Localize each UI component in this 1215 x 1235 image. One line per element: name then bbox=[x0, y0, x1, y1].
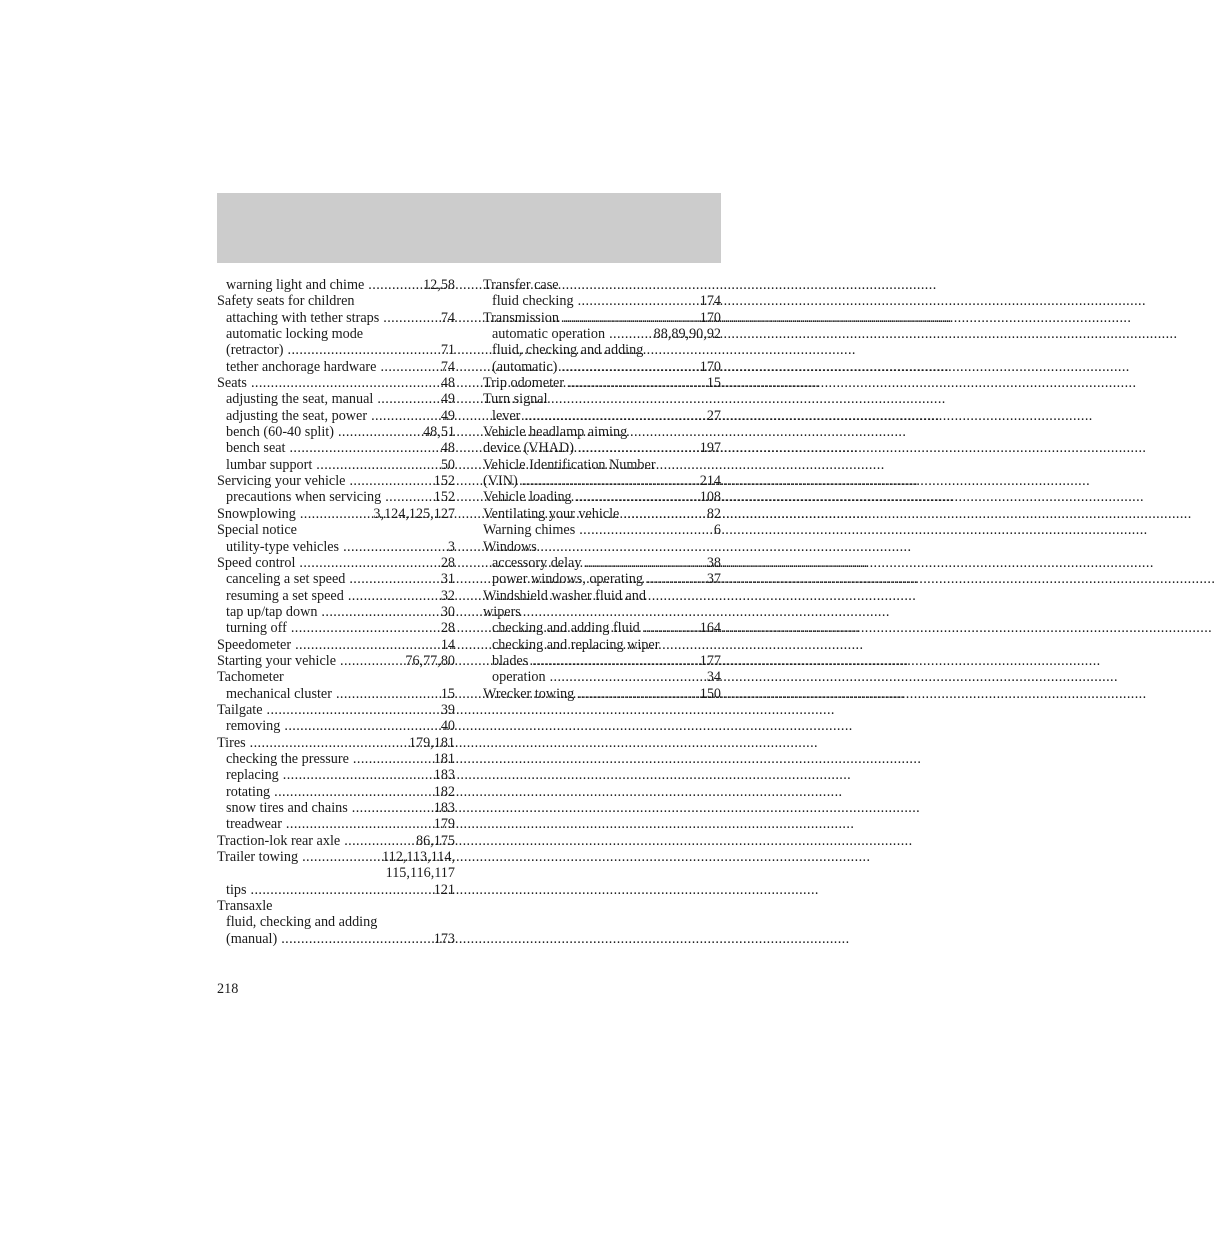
index-entry-term: replacing bbox=[226, 767, 279, 784]
index-entry-term: checking and adding fluid bbox=[492, 620, 640, 637]
dot-leader bbox=[286, 816, 434, 832]
dot-leader bbox=[291, 620, 441, 636]
index-entry-term: tips bbox=[226, 881, 247, 898]
index-entry-term: operation bbox=[492, 669, 546, 686]
index-entry-page: 3,124,125,127 bbox=[373, 505, 455, 522]
index-entry bbox=[217, 522, 455, 538]
index-entry bbox=[217, 391, 455, 407]
dot-leader bbox=[609, 326, 654, 342]
index-entry-term: lumbar support bbox=[226, 456, 313, 473]
index-entry bbox=[483, 539, 721, 555]
index-entry-term: resuming a set speed bbox=[226, 587, 344, 604]
index-entry bbox=[217, 440, 455, 456]
dot-leader bbox=[344, 833, 416, 849]
dot-leader bbox=[578, 686, 700, 702]
dot-leader bbox=[284, 718, 440, 734]
dot-leader bbox=[316, 457, 441, 473]
dot-leader bbox=[522, 473, 700, 489]
index-entry-term: turning off bbox=[226, 620, 287, 637]
index-entry bbox=[217, 588, 455, 604]
index-entry bbox=[217, 473, 455, 489]
index-entry bbox=[483, 637, 721, 653]
index-entry bbox=[483, 440, 721, 456]
index-entry-term: canceling a set speed bbox=[226, 571, 346, 588]
index-entry-term: Traction-lok rear axle bbox=[217, 832, 341, 849]
index-entry-term: fluid checking bbox=[492, 293, 574, 310]
index-entry bbox=[217, 735, 455, 751]
index-entry-page: 14 bbox=[440, 636, 455, 653]
dot-leader bbox=[348, 588, 441, 604]
index-entry bbox=[217, 816, 455, 832]
index-entry-term: Speed control bbox=[217, 554, 296, 571]
index-entry-page: 49 bbox=[440, 407, 455, 424]
index-entry-term: warning light and chime bbox=[226, 277, 365, 293]
index-entry-page: 82 bbox=[706, 505, 721, 522]
index-entry-term: (manual) bbox=[226, 930, 278, 947]
index-entry-page: 152 bbox=[433, 489, 455, 506]
index-entry-term: attaching with tether straps bbox=[226, 309, 380, 326]
index-entry bbox=[483, 653, 721, 669]
index-entry bbox=[217, 718, 455, 734]
index-entry-page: 164 bbox=[699, 620, 721, 637]
index-entry-term: lever bbox=[492, 407, 521, 424]
index-entry-page: 173 bbox=[433, 930, 455, 947]
index-entry-page: 88,89,90,92 bbox=[653, 326, 721, 343]
index-entry-page: 37 bbox=[706, 571, 721, 588]
index-entry-page: 31 bbox=[440, 571, 455, 588]
index-entry bbox=[217, 408, 455, 424]
index-entry-page: 30 bbox=[440, 603, 455, 620]
index-entry-term: wipers bbox=[483, 603, 521, 620]
index-entry bbox=[217, 489, 455, 505]
dot-leader bbox=[578, 293, 700, 309]
index-entry bbox=[217, 784, 455, 800]
index-entry bbox=[217, 342, 455, 358]
dot-leader bbox=[524, 408, 706, 424]
index-entry bbox=[483, 604, 721, 620]
dot-leader bbox=[251, 375, 441, 391]
dot-leader bbox=[299, 555, 440, 571]
index-entry-term: Vehicle loading bbox=[483, 489, 572, 506]
index-entry-page: 27 bbox=[706, 407, 721, 424]
page-number: 218 bbox=[217, 981, 239, 997]
index-entry bbox=[217, 653, 455, 669]
index-entry-term: Seats bbox=[217, 375, 247, 392]
index-entry-page: 76,77,80 bbox=[405, 652, 455, 669]
dot-leader bbox=[561, 359, 699, 375]
index-entry-term: Transfer case bbox=[483, 277, 559, 293]
dot-leader bbox=[563, 310, 700, 326]
dot-leader bbox=[274, 784, 434, 800]
index-entry-page: 48 bbox=[440, 440, 455, 457]
dot-leader bbox=[578, 440, 700, 456]
index-entry-term: Starting your vehicle bbox=[217, 652, 336, 669]
index-entry bbox=[217, 506, 455, 522]
index-column-left bbox=[217, 277, 455, 947]
index-entry bbox=[217, 620, 455, 636]
index-entry-page: 179,181 bbox=[408, 734, 455, 751]
index-entry bbox=[483, 293, 721, 309]
index-entry-term: bench (60-40 split) bbox=[226, 424, 334, 441]
dot-leader bbox=[283, 767, 434, 783]
dot-leader bbox=[349, 473, 433, 489]
index-entry bbox=[217, 686, 455, 702]
dot-leader bbox=[576, 489, 700, 505]
dot-leader bbox=[302, 849, 382, 865]
index-entry bbox=[217, 865, 455, 881]
index-entry bbox=[217, 604, 455, 620]
index-entry-term: (VIN) bbox=[483, 473, 518, 490]
dot-leader bbox=[340, 653, 405, 669]
index-entry-page: 28 bbox=[440, 620, 455, 637]
index-entry-page: 74 bbox=[440, 358, 455, 375]
index-entry bbox=[483, 620, 721, 636]
index-entry bbox=[217, 849, 455, 865]
index-entry bbox=[483, 326, 721, 342]
index-entry-page: 112,113,114, bbox=[382, 849, 455, 866]
dot-leader bbox=[532, 653, 699, 669]
index-entry bbox=[217, 571, 455, 587]
index-entry-page: 177 bbox=[699, 652, 721, 669]
dot-leader bbox=[585, 555, 706, 571]
index-entry-page: 40 bbox=[440, 718, 455, 735]
index-entry-term: Vehicle Identification Number bbox=[483, 456, 656, 473]
index-entry-term: automatic operation bbox=[492, 326, 606, 343]
index-entry bbox=[217, 555, 455, 571]
index-entry-term: Servicing your vehicle bbox=[217, 473, 346, 490]
index-entry-page: 32 bbox=[440, 587, 455, 604]
index-entry bbox=[217, 310, 455, 326]
index-entry-page: 86,175 bbox=[415, 832, 455, 849]
index-entry bbox=[217, 669, 455, 685]
dot-leader bbox=[352, 800, 434, 816]
index-entry-term: (automatic) bbox=[492, 358, 558, 375]
index-entry-page: 183 bbox=[433, 767, 455, 784]
dot-leader bbox=[343, 539, 448, 555]
index-entry-term: mechanical cluster bbox=[226, 685, 332, 702]
dot-leader bbox=[353, 751, 434, 767]
index-entry bbox=[483, 669, 721, 685]
dot-leader bbox=[349, 571, 440, 587]
index-entry-term: Trip odometer bbox=[483, 375, 565, 392]
index-entry-term: Ventilating your vehicle bbox=[483, 505, 620, 522]
index-entry-term: Windshield washer fluid and bbox=[483, 587, 646, 604]
index-entry bbox=[217, 914, 455, 930]
index-entry-term: fluid, checking and adding bbox=[492, 342, 644, 359]
index-entry-page: 181 bbox=[433, 750, 455, 767]
index-entry bbox=[217, 833, 455, 849]
index-entry-page: 174 bbox=[699, 293, 721, 310]
index-entry-page: 38 bbox=[706, 554, 721, 571]
index-entry bbox=[217, 898, 455, 914]
index-entry-term: Vehicle headlamp aiming bbox=[483, 424, 628, 441]
index-entry bbox=[217, 539, 455, 555]
index-entry-term: treadwear bbox=[226, 816, 282, 833]
index-entry-term: automatic locking mode bbox=[226, 326, 364, 343]
index-entry bbox=[483, 506, 721, 522]
index-entry bbox=[483, 375, 721, 391]
index-entry-term: checking the pressure bbox=[226, 750, 349, 767]
index-entry-page: 197 bbox=[699, 440, 721, 457]
index-entry bbox=[217, 375, 455, 391]
index-entry bbox=[217, 359, 455, 375]
index-entry-term: removing bbox=[226, 718, 281, 735]
index-entry bbox=[483, 473, 721, 489]
index-entry-page: 3 bbox=[447, 538, 455, 555]
dot-leader bbox=[380, 359, 440, 375]
index-entry-term: Tires bbox=[217, 734, 246, 751]
index-entry-term: adjusting the seat, power bbox=[226, 407, 368, 424]
index-entry-page: 214 bbox=[699, 473, 721, 490]
index-entry bbox=[483, 359, 721, 375]
index-entry-page: 6 bbox=[713, 522, 721, 539]
index-entry-term: Transaxle bbox=[217, 898, 273, 915]
index-entry-term: accessory delay bbox=[492, 554, 582, 571]
index-entry-page: 49 bbox=[440, 391, 455, 408]
index-entry bbox=[483, 571, 721, 587]
index-entry bbox=[217, 637, 455, 653]
dot-leader bbox=[251, 882, 434, 898]
index-entry bbox=[217, 457, 455, 473]
index-entry-term: device (VHAD) bbox=[483, 440, 574, 457]
index-entry-page: 28 bbox=[440, 554, 455, 571]
index-entry bbox=[217, 702, 455, 718]
index-entry-page: 150 bbox=[699, 685, 721, 702]
index-entry-term: Turn signal bbox=[483, 391, 548, 408]
index-entry bbox=[217, 293, 455, 309]
index-entry bbox=[217, 326, 455, 342]
index-entry bbox=[483, 391, 721, 407]
dot-leader bbox=[385, 489, 433, 505]
dot-leader bbox=[368, 277, 423, 293]
index-entry bbox=[483, 277, 721, 293]
dot-leader bbox=[377, 391, 440, 407]
index-entry-page: 170 bbox=[699, 309, 721, 326]
index-entry-term: tap up/tap down bbox=[226, 603, 318, 620]
dot-leader bbox=[281, 931, 434, 947]
index-entry-term: Wrecker towing bbox=[483, 685, 575, 702]
index-entry-page: 121 bbox=[433, 881, 455, 898]
index-entry-term: Speedometer bbox=[217, 636, 292, 653]
index-entry-page: 179 bbox=[433, 816, 455, 833]
dot-leader bbox=[300, 506, 374, 522]
index-entry bbox=[217, 931, 455, 947]
index-entry-term: adjusting the seat, manual bbox=[226, 391, 374, 408]
index-entry-page: 34 bbox=[706, 669, 721, 686]
index-entry bbox=[217, 424, 455, 440]
index-entry-term: (retractor) bbox=[226, 342, 284, 359]
index-entry-term: bench seat bbox=[226, 440, 286, 457]
index-column-right bbox=[483, 277, 721, 702]
index-entry-term: blades bbox=[492, 652, 529, 669]
dot-leader bbox=[579, 522, 714, 538]
dot-leader bbox=[250, 735, 409, 751]
dot-leader bbox=[336, 686, 441, 702]
index-entry-term: Trailer towing bbox=[217, 849, 299, 866]
index-entry-term: Windows bbox=[483, 538, 537, 555]
index-entry-term: precautions when servicing bbox=[226, 489, 382, 506]
index-entry bbox=[483, 489, 721, 505]
index-entry-page: 48 bbox=[440, 375, 455, 392]
dot-leader bbox=[644, 620, 700, 636]
index-entry bbox=[217, 751, 455, 767]
index-entry-term: Tailgate bbox=[217, 701, 263, 718]
index-entry bbox=[483, 555, 721, 571]
index-entry-page: 115,116,117 bbox=[385, 865, 455, 882]
index-entry-page: 48,51 bbox=[423, 424, 455, 441]
index-entry-term: Safety seats for children bbox=[217, 293, 355, 310]
index-entry bbox=[483, 408, 721, 424]
index-entry bbox=[217, 767, 455, 783]
index-entry-term: rotating bbox=[226, 783, 271, 800]
index-entry-term: Snowplowing bbox=[217, 505, 296, 522]
index-entry bbox=[483, 457, 721, 473]
index-entry-page: 182 bbox=[433, 783, 455, 800]
index-entry-term: Special notice bbox=[217, 522, 297, 539]
index-entry-term: Tachometer bbox=[217, 669, 284, 686]
dot-leader bbox=[568, 375, 707, 391]
index-entry-term: power windows, operating bbox=[492, 571, 643, 588]
index-entry bbox=[217, 800, 455, 816]
index-entry-page: 71 bbox=[440, 342, 455, 359]
index-entry-page: 183 bbox=[433, 800, 455, 816]
dot-leader bbox=[623, 506, 706, 522]
dot-leader bbox=[371, 408, 441, 424]
dot-leader bbox=[647, 571, 707, 587]
index-entry-page: 50 bbox=[440, 456, 455, 473]
index-entry-page: 108 bbox=[699, 489, 721, 506]
header-band bbox=[217, 193, 721, 263]
index-entry bbox=[217, 882, 455, 898]
dot-leader bbox=[288, 342, 441, 358]
dot-leader bbox=[383, 310, 441, 326]
index-entry bbox=[483, 588, 721, 604]
index-entry-term: checking and replacing wiper bbox=[492, 636, 660, 653]
index-entry-term: Warning chimes bbox=[483, 522, 576, 539]
index-entry-page: 170 bbox=[699, 358, 721, 375]
index-entry bbox=[483, 342, 721, 358]
index-entry-page: 152 bbox=[433, 473, 455, 490]
index-entry bbox=[483, 686, 721, 702]
dot-leader bbox=[289, 440, 440, 456]
index-entry-page: 39 bbox=[440, 701, 455, 718]
dot-leader bbox=[338, 424, 423, 440]
index-entry-term: snow tires and chains bbox=[226, 800, 348, 816]
index-entry bbox=[483, 522, 721, 538]
index-entry bbox=[483, 424, 721, 440]
index-entry-term: Transmission bbox=[483, 309, 559, 326]
index-entry-page: 15 bbox=[706, 375, 721, 392]
index-entry-term: tether anchorage hardware bbox=[226, 358, 377, 375]
index-entry-page: 12,58 bbox=[423, 277, 455, 293]
index-entry-term: utility-type vehicles bbox=[226, 538, 340, 555]
dot-leader bbox=[321, 604, 440, 620]
index-entry-page: 74 bbox=[440, 309, 455, 326]
dot-leader bbox=[550, 669, 707, 685]
dot-leader bbox=[295, 637, 441, 653]
index-entry bbox=[217, 277, 455, 293]
dot-leader bbox=[267, 702, 441, 718]
index-entry-page: 15 bbox=[440, 685, 455, 702]
index-entry-term: fluid, checking and adding bbox=[226, 914, 378, 931]
index-entry bbox=[483, 310, 721, 326]
